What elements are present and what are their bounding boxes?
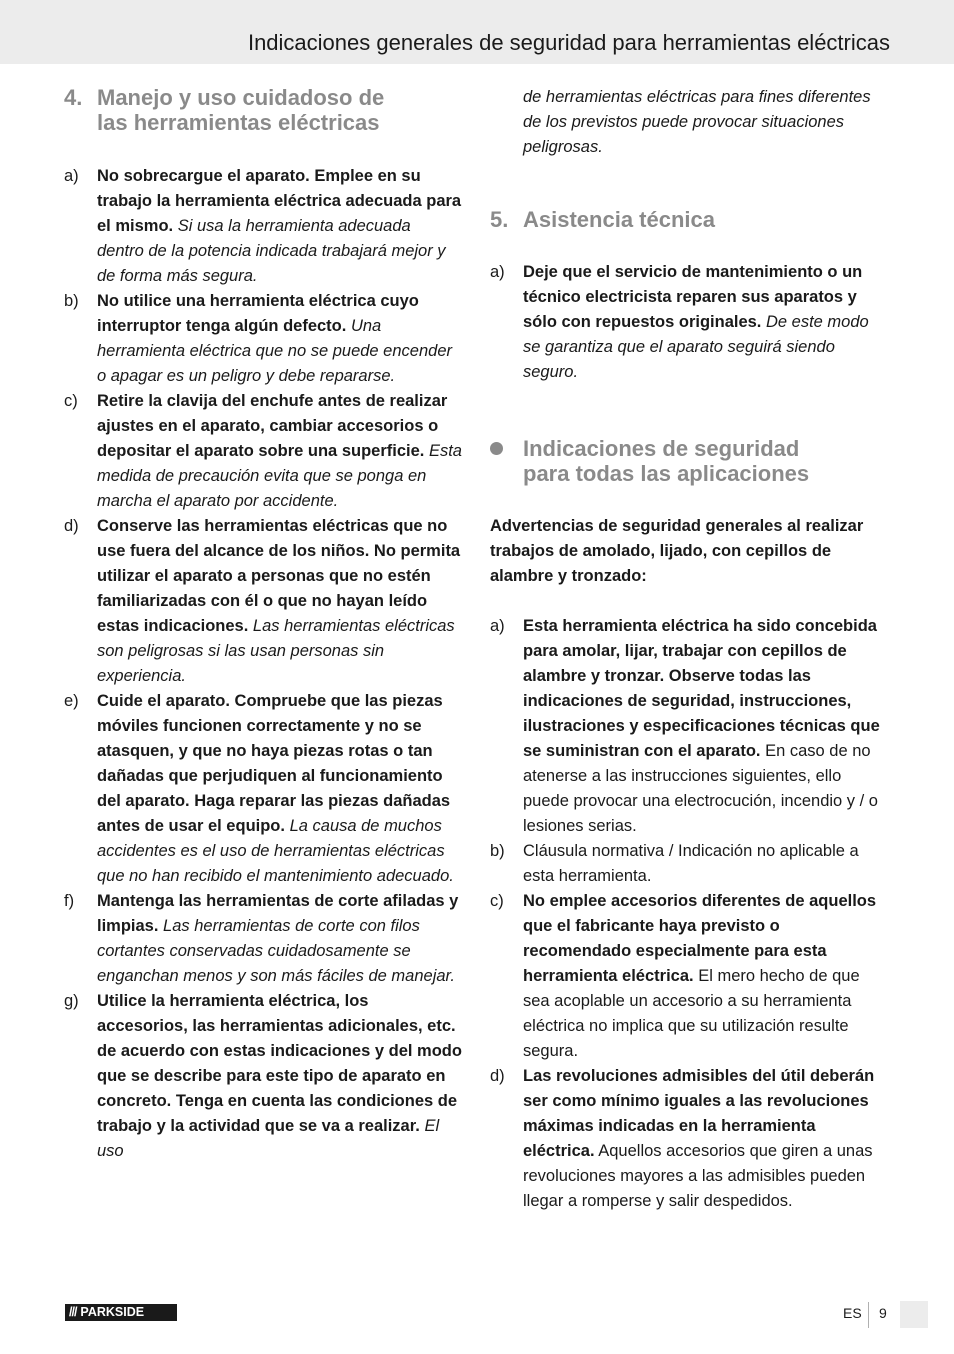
item-bold-text: Mantenga las herramientas de corte afiladas y limpias. — [97, 892, 459, 935]
safety-section-title — [523, 436, 809, 486]
safety-title-line1: Indicaciones de seguridad — [523, 436, 800, 461]
section-5-heading — [490, 207, 890, 232]
safety-title-line2: para todas las aplicaciones — [523, 461, 810, 486]
item-text — [523, 260, 890, 385]
item-bold-text: No emplee accesorios diferentes de aquellos que el fabricante haya previsto o recomendado especialmente para esta herramienta eléctrica. — [523, 892, 877, 985]
page-number: 9 — [879, 1305, 887, 1321]
list-item — [490, 1064, 890, 1214]
item-bold-text: Utilice la herramienta eléctrica, los accesorios, las herramientas adicionales, etc. de acuerdo con estas indicaciones y del modo que se describe para este tipo de aparato en concreto. Tenga en cuenta las condiciones de trabajo y la actividad que se va a realizar. — [97, 992, 462, 1135]
item-text — [97, 389, 462, 514]
item-text — [97, 889, 462, 989]
parkside-logo — [65, 1304, 177, 1321]
item-label: e) — [64, 692, 79, 710]
right-column — [490, 85, 890, 1214]
item-text — [523, 889, 890, 1064]
page-header-title: Indicaciones generales de seguridad para herramientas eléctricas — [247, 30, 890, 55]
section-4-heading — [64, 85, 462, 135]
section-4-title-line1: Manejo y uso cuidadoso de — [97, 85, 385, 110]
section-4-number: 4. — [64, 85, 83, 110]
list-item — [490, 260, 890, 385]
item-normal-text: En caso de no atenerse a las instrucciones siguientes, ello puede provocar una electrocución, incendio y / o lesiones serias. — [523, 742, 878, 835]
item-text — [97, 989, 462, 1164]
logo-text: PARKSIDE — [80, 1305, 145, 1319]
item-italic-text: Si usa la herramienta adecuada dentro de la potencia indicada trabajará mejor y de forma más segura. — [97, 217, 446, 285]
list-item — [64, 389, 462, 514]
item-label: a) — [490, 263, 505, 281]
item-label: b) — [490, 842, 505, 860]
item-bold-text: Cuide el aparato. Compruebe que las piezas móviles funcionen correctamente y no se atasquen, y que no haya piezas rotas o tan dañadas que perjudiquen al funcionamiento del aparato. Haga reparar las piezas dañadas antes de usar el equipo. — [97, 692, 451, 835]
item-text — [523, 839, 890, 889]
list-item — [64, 989, 462, 1164]
list-item — [490, 889, 890, 1064]
item-label: c) — [490, 892, 504, 910]
item-bold-text: No sobrecargue el aparato. Emplee en su trabajo la herramienta eléctrica adecuada para el mismo. — [97, 167, 462, 235]
bullet-icon — [490, 442, 503, 455]
item-normal-text: El mero hecho de que sea acoplable un accesorio a su herramienta eléctrica no implica que su utilización resulte segura. — [523, 967, 860, 1060]
continuation-italic-text: de herramientas eléctricas para fines diferentes de los previstos puede provocar situaciones peligrosas. — [523, 88, 871, 156]
item-italic-text: De este modo se garantiza que el aparato seguirá siendo seguro. — [523, 313, 869, 381]
item-label: d) — [490, 1067, 505, 1085]
item-label: g) — [64, 992, 79, 1010]
item-text — [97, 514, 462, 689]
item-normal-text: Cláusula normativa / Indicación no aplicable a esta herramienta. — [523, 842, 859, 885]
item-label: f) — [64, 892, 75, 910]
item-text — [523, 1064, 890, 1214]
item-italic-text: Una herramienta eléctrica que no se puede encender o apagar es un peligro y debe repararse. — [97, 317, 452, 385]
footer-tab-box — [900, 1301, 928, 1328]
continuation-indent — [490, 85, 523, 160]
item-bold-text: Deje que el servicio de mantenimiento o un técnico electricista reparen sus aparatos y sólo con repuestos originales. — [523, 263, 863, 331]
section-5-title: Asistencia técnica — [523, 207, 715, 232]
item-label: d) — [64, 517, 79, 535]
section-4-title-line2: las herramientas eléctricas — [97, 110, 380, 135]
list-item — [64, 514, 462, 689]
left-column — [64, 85, 462, 1164]
safety-intro — [490, 514, 890, 589]
list-item — [490, 614, 890, 839]
section-5-number: 5. — [490, 207, 509, 232]
item-italic-text: Las herramientas de corte con filos cortantes conservadas cuidadosamente se enganchan menos y son más fáciles de manejar. — [97, 917, 456, 985]
item-italic-text: El uso — [97, 1117, 440, 1160]
item-bold-text: No utilice una herramienta eléctrica cuyo interruptor tenga algún defecto. — [97, 292, 419, 335]
logo-stripes: /// — [69, 1305, 77, 1319]
item-text — [97, 164, 462, 289]
item-bold-text: Esta herramienta eléctrica ha sido concebida para amolar, lijar, trabajar con cepillos de alambre y tronzar. Observe todas las indicaciones de seguridad, instrucciones, ilustraciones y especificaciones técnicas que se suministran con el aparato. — [523, 617, 880, 760]
item-label: b) — [64, 292, 79, 310]
list-item — [490, 839, 890, 889]
list-item — [64, 289, 462, 389]
list-item — [64, 164, 462, 289]
item-bold-text: Las revoluciones admisibles del útil deberán ser como mínimo iguales a las revoluciones máximas indicadas en la herramienta eléctrica. — [523, 1067, 875, 1160]
item-text — [97, 689, 462, 889]
item-italic-text: Esta medida de precaución evita que se ponga en marcha el aparato por accidente. — [97, 442, 462, 510]
safety-section-heading — [490, 436, 890, 486]
item-label: a) — [64, 167, 79, 185]
item-text — [97, 289, 462, 389]
item-text — [523, 614, 890, 839]
item-label: a) — [490, 617, 505, 635]
list-item — [64, 689, 462, 889]
safety-intro-text: Advertencias de seguridad generales al realizar trabajos de amolado, lijado, con cepillos de alambre y tronzado: — [490, 517, 864, 585]
item-italic-text: La causa de muchos accidentes es el uso de herramientas eléctricas que no han recibido el mantenimiento adecuado. — [97, 817, 454, 885]
language-code: ES — [843, 1305, 862, 1321]
section-4-title — [97, 85, 384, 135]
continuation-paragraph — [490, 85, 890, 160]
list-item — [64, 889, 462, 989]
item-normal-text: Aquellos accesorios que giren a unas revoluciones mayores a las admisibles pueden llegar a romperse y salir despedidos. — [523, 1142, 873, 1210]
item-label: c) — [64, 392, 78, 410]
item-bold-text: Retire la clavija del enchufe antes de realizar ajustes en el aparato, cambiar accesorios o depositar el aparato sobre una superficie. — [97, 392, 448, 460]
item-italic-text: Las herramientas eléctricas son peligrosas si las usan personas sin experiencia. — [97, 617, 455, 685]
item-bold-text: Conserve las herramientas eléctricas que no use fuera del alcance de los niños. No permita utilizar el aparato a personas que no estén familiarizadas con él o que no hayan leído estas indicaciones. — [97, 517, 461, 635]
footer-divider — [868, 1302, 869, 1328]
